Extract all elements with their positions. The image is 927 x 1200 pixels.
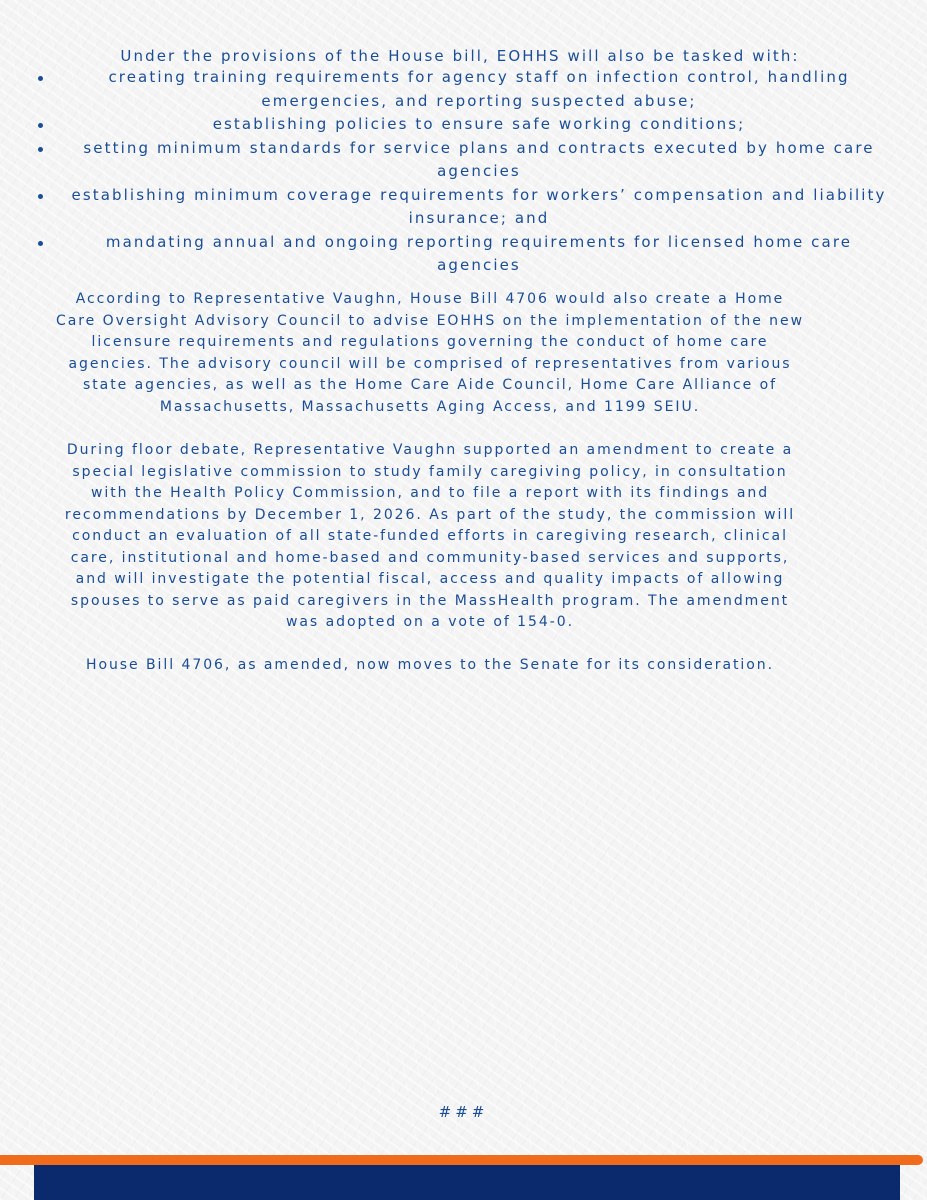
duties-list bbox=[38, 66, 896, 278]
bullet-icon bbox=[38, 241, 43, 246]
bullet-icon bbox=[38, 194, 43, 199]
footer-orange-bar bbox=[0, 1155, 923, 1165]
advisory-council-paragraph: According to Representative Vaughn, House Bill 4706 would also create a Home Care Oversight Advisory Council to advise EOHHS on the implementation of the new licensure requirements and regulations governing the conduct of home care agencies. The advisory council will be comprised of representatives from various state agencies, as well as the Home Care Aide Council, Home Care Alliance of Massachusetts, Massachusetts Aging Access, and 1199 SEIU. bbox=[56, 291, 804, 415]
footer-navy-bar bbox=[34, 1165, 900, 1200]
list-item bbox=[38, 231, 896, 278]
list-item bbox=[38, 184, 896, 231]
bullet-icon bbox=[38, 123, 43, 128]
senate-paragraph: House Bill 4706, as amended, now moves to the Senate for its consideration. bbox=[85, 657, 774, 673]
list-item bbox=[38, 113, 896, 137]
list-item bbox=[38, 66, 896, 113]
list-item-text: mandating annual and ongoing reporting requirements for licensed home care agencies bbox=[105, 232, 853, 274]
list-item-text: setting minimum standards for service plans and contracts executed by home care agencies bbox=[83, 138, 875, 180]
list-item-text: establishing minimum coverage requirements for workers’ compensation and liability insurance; and bbox=[71, 185, 887, 227]
list-item-text: creating training requirements for agency staff on infection control, handling emergencies, and reporting suspected abuse; bbox=[108, 68, 850, 110]
intro-line: Under the provisions of the House bill, EOHHS will also be tasked with: bbox=[120, 47, 800, 65]
bullet-icon bbox=[38, 147, 43, 152]
list-item-text: establishing policies to ensure safe working conditions; bbox=[212, 115, 746, 133]
end-mark: ### bbox=[438, 1103, 489, 1121]
bullet-icon bbox=[38, 76, 43, 81]
list-item bbox=[38, 137, 896, 184]
floor-debate-paragraph: During floor debate, Representative Vaughn supported an amendment to create a special legislative commission to study family caregiving policy, in consultation with the Health Policy Commission, and to file a report with its findings and recommendations by December 1, 2026. As part of the study, the commission will conduct an evaluation of all state-funded efforts in caregiving research, clinical care, institutional and home-based and community-based services and supports, and will investigate the potential fiscal, access and quality impacts of allowing spouses to serve as paid caregivers in the MassHealth program. The amendment was adopted on a vote of 154-0. bbox=[64, 442, 796, 630]
